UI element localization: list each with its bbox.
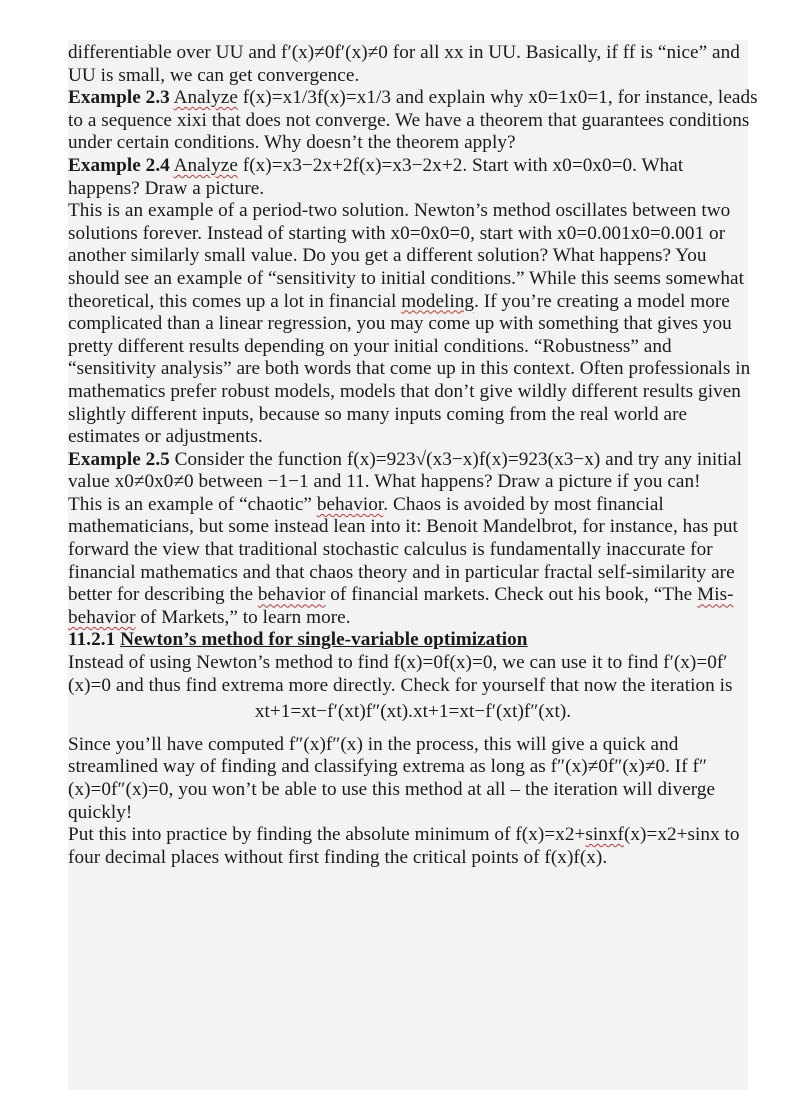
example-text: Consider the function f(x)=923√(x3−x)f(x)=923(x3−x) and try any initial value x0≠0x0≠0 between −1−1 and 11. What happens? Draw a picture if you can! bbox=[68, 448, 742, 493]
iteration-formula: xt+1=xt−f′(xt)f″(xt).xt+1=xt−f′(xt)f″(xt). bbox=[254, 701, 572, 723]
example-label: Example 2.4 bbox=[68, 154, 170, 176]
example-text: f(x)=x3−2x+2f(x)=x3−2x+2. Start with x0=0x0=0. What happens? Draw a picture. bbox=[68, 154, 684, 199]
paragraph-text: of financial markets. Check out his book, “The bbox=[325, 584, 698, 606]
spellcheck-word[interactable]: behavior bbox=[257, 584, 326, 606]
chaos-paragraph bbox=[68, 494, 758, 630]
spellcheck-word[interactable]: modeling bbox=[401, 290, 475, 312]
paragraph-text: of Markets,” to learn more. bbox=[135, 606, 351, 628]
document-body bbox=[68, 42, 758, 869]
example-2-5 bbox=[68, 449, 758, 494]
example-label: Example 2.3 bbox=[68, 87, 170, 109]
example-label: Example 2.5 bbox=[68, 448, 170, 470]
paragraph-text: This is an example of a period-two solution. Newton’s method oscillates between two solutions forever. Instead of starting with x0=0x0=0, start with x0=0.001x0=0.001 or another similarly small value. Do you get a different solution? What happens? You should see an example of “sensitivity to initial conditions.” While this seems somewhat theoretical, this comes up a lot in financial bbox=[68, 200, 744, 312]
section-number: 11.2.1 bbox=[68, 629, 116, 651]
spellcheck-word[interactable]: behavior bbox=[316, 493, 384, 515]
intro-paragraph: differentiable over UU and f′(x)≠0f′(x)≠0 for all xx in UU. Basically, if ff is “nice” and UU is small, we can get convergence. bbox=[68, 42, 740, 86]
paragraph-text: Put this into practice by finding the absolute minimum of f(x)=x2+ bbox=[68, 824, 586, 846]
example-text: f(x)=x1/3f(x)=x1/3 and explain why x0=1x0=1, for instance, leads to a sequence xixi that does not converge. We have a theorem that guarantees conditions under certain conditions. Why doesn’t the theorem apply? bbox=[68, 87, 758, 154]
second-derivative-paragraph: Since you’ll have computed f″(x)f″(x) in the process, this will give a quick and streamlined way of finding and classifying extrema as long as f″(x)≠0f″(x)≠0. If f″(x)=0f″(x)=0, you won’t be able to use this method at all – the iteration will diverge quickly! bbox=[68, 733, 716, 823]
section-heading bbox=[68, 629, 758, 652]
optimization-paragraph: Instead of using Newton’s method to find f(x)=0f(x)=0, we can use it to find f′(x)=0f′(x)=0 and thus find extrema more directly. Check for yourself that now the iteration is bbox=[68, 652, 733, 696]
example-2-4 bbox=[68, 155, 758, 200]
paragraph-text: . Chaos is avoided by most financial mathematicians, but some instead lean into it: Benoit Mandelbrot, for instance, has put forward the view that traditional stochastic calculus is fundamentally inaccurate for financial mathematics and that chaos theory and in particular fractal self-similarity are better for describing the bbox=[68, 493, 738, 606]
practice-paragraph bbox=[68, 824, 758, 869]
period-two-paragraph bbox=[68, 200, 758, 449]
paragraph-text: . If you’re creating a model more complicated than a linear regression, you may come up with something that gives you pretty different results depending on your initial conditions. “Robustness” and “sensitivity analysis” are both words that come up in this context. Often professionals in mathematics prefer robust models, models that don’t give wildly different results given slightly different inputs, because so many inputs coming from the real world are estimates or adjustments. bbox=[68, 290, 751, 448]
example-2-3 bbox=[68, 87, 758, 155]
paragraph-text: This is an example of “chaotic” bbox=[68, 493, 317, 515]
paragraph-text: (x)=x2+sinx to four decimal places without first finding the critical points of f(x)f(x). bbox=[68, 824, 740, 868]
section-title: Newton’s method for single-variable optimization bbox=[120, 629, 528, 651]
spellcheck-word[interactable]: Mis-behavior bbox=[68, 584, 734, 628]
spellcheck-word[interactable]: sinxf bbox=[585, 824, 624, 846]
spellcheck-word[interactable]: Analyze bbox=[173, 87, 238, 109]
spellcheck-word[interactable]: Analyze bbox=[173, 154, 238, 176]
